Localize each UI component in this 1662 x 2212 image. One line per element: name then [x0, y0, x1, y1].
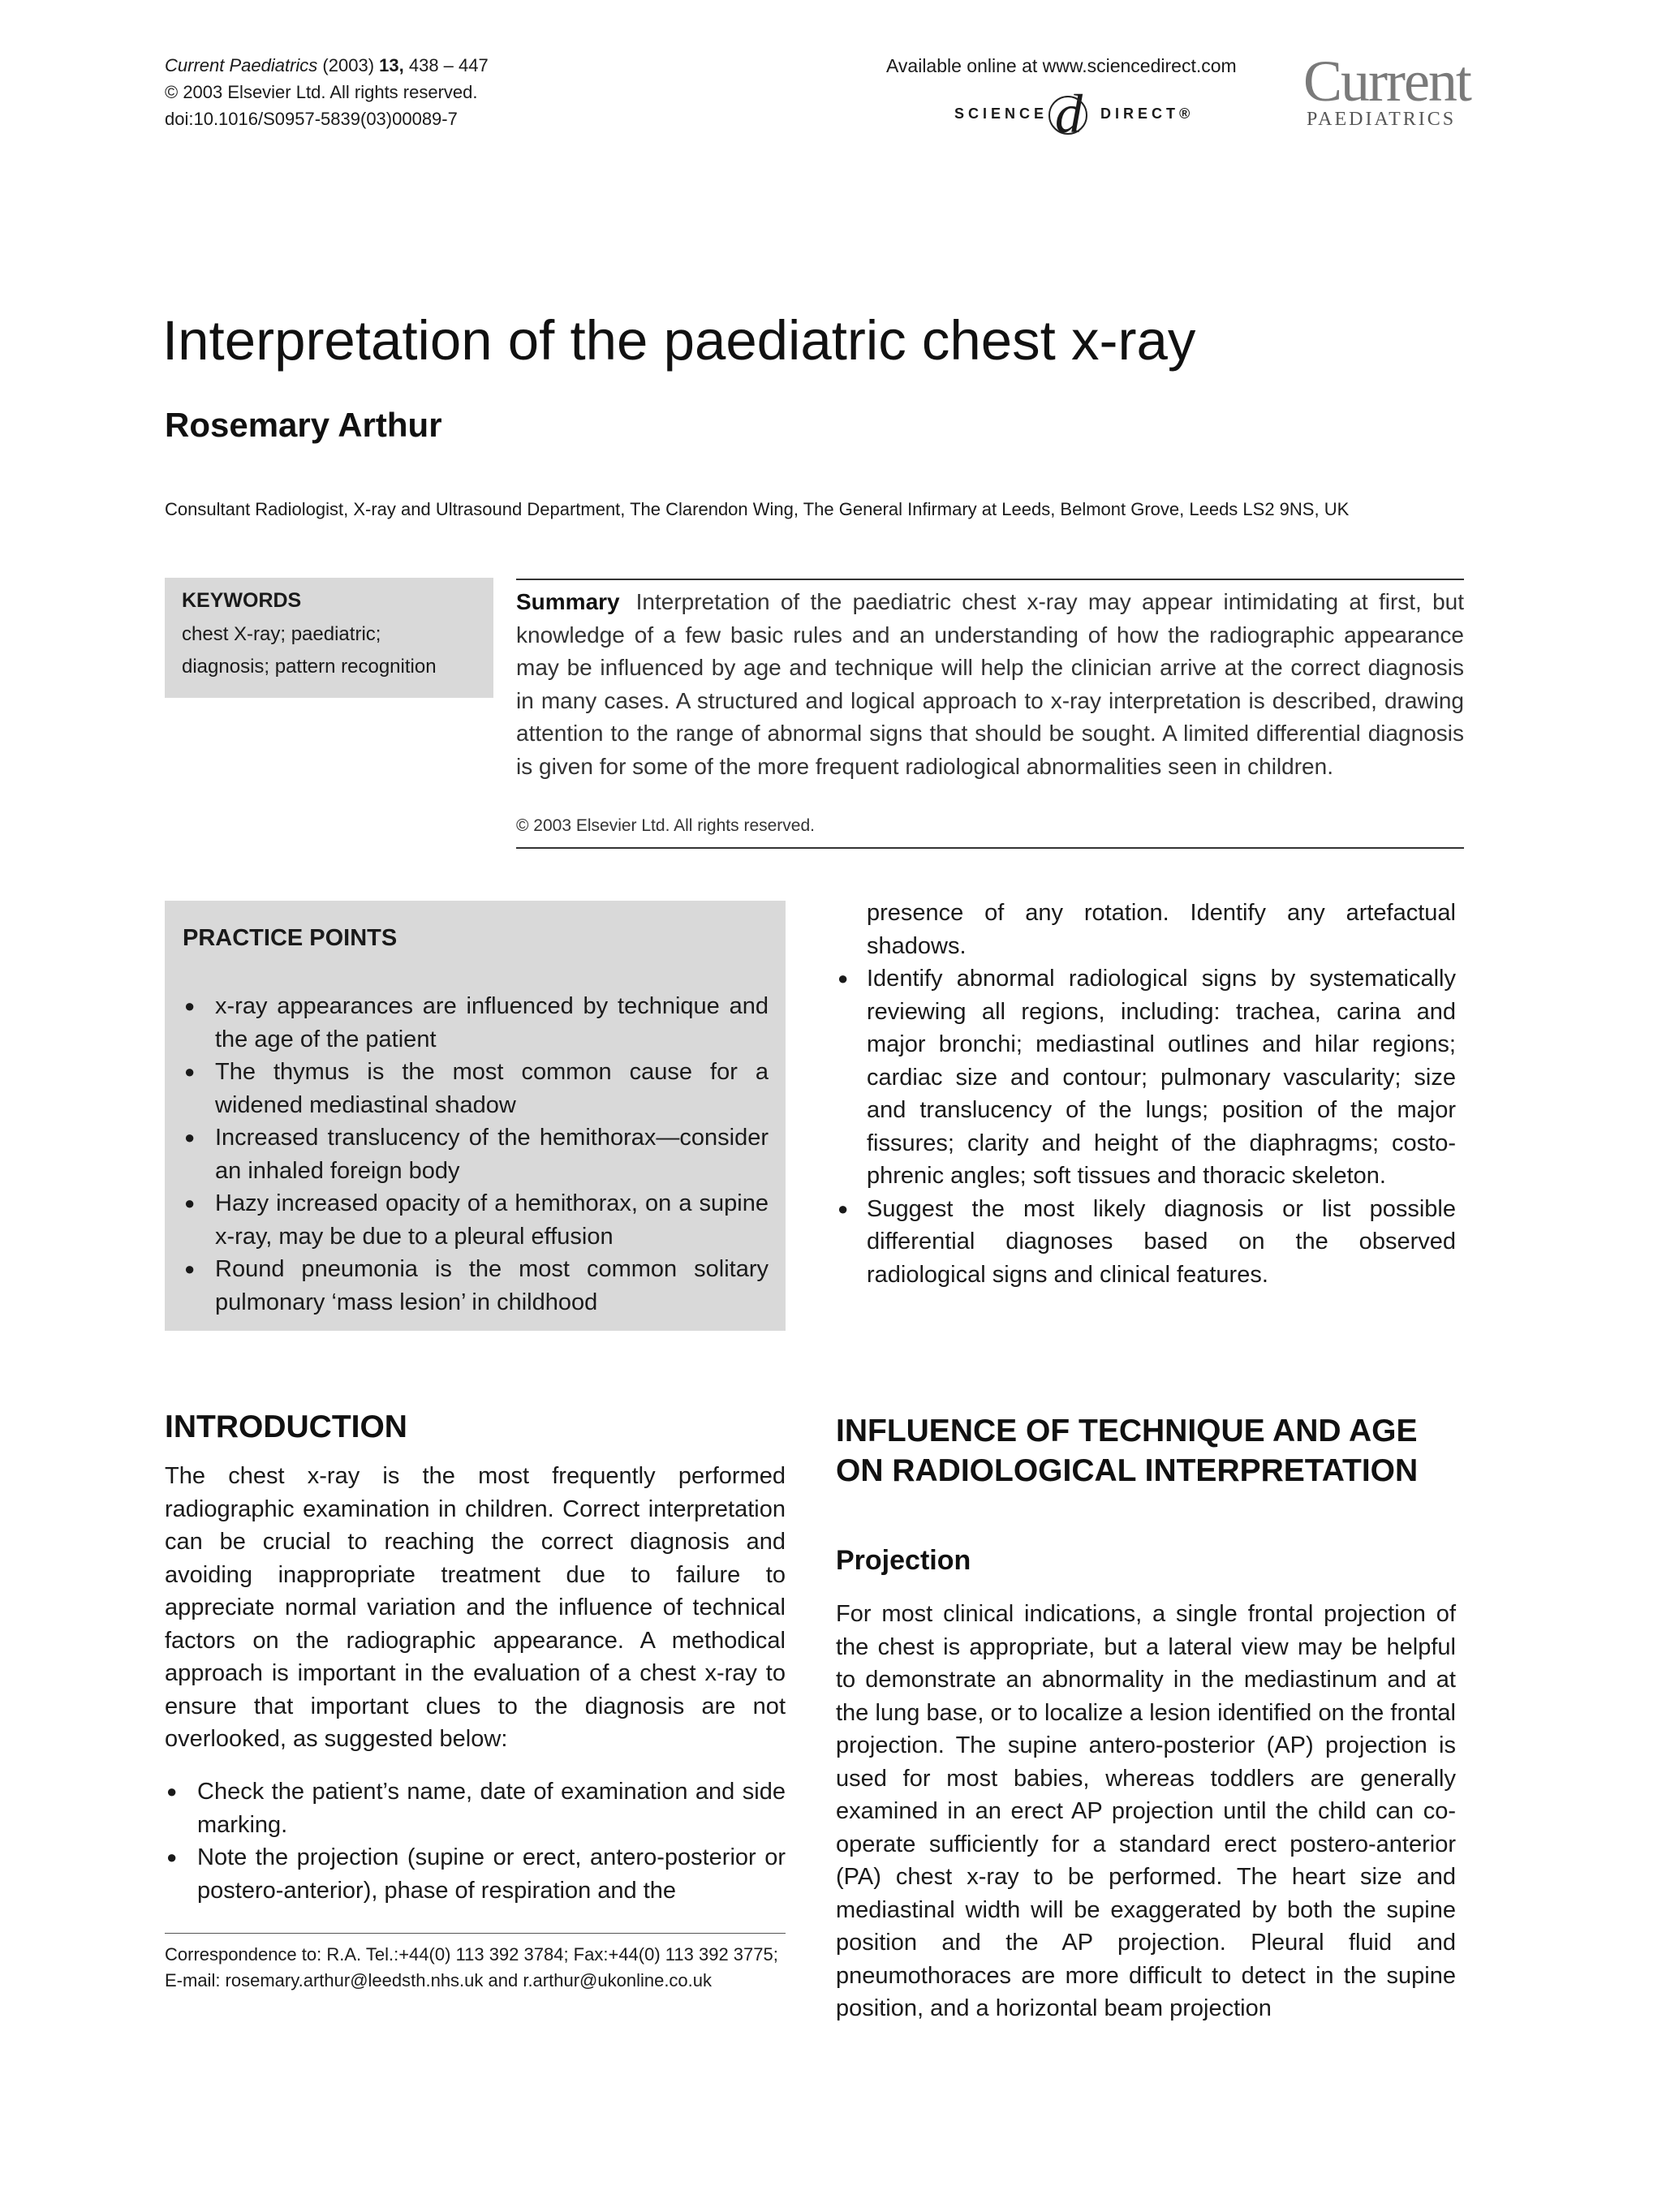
- correspondence-note: Correspondence to: R.A. Tel.:+44(0) 113 392 3784; Fax:+44(0) 113 392 3775; E-mail: rosemary.arthur@leedsth.nhs.uk and r.arthur@ukonline.co.uk: [165, 1944, 778, 1990]
- sd-left-text: SCIENCE: [954, 105, 1048, 122]
- keywords-box: [165, 578, 493, 698]
- journal-volume: 13,: [379, 55, 404, 75]
- author-name: Rosemary Arthur: [165, 406, 442, 444]
- summary-text: Interpretation of the paediatric chest x-ray may appear intimidating at first, but knowledge of a few basic rules and an understanding of how the radiographic appearance may be influenced by age and technique will help the clinician arrive at the correct diagnosis in many cases. A structured and logical approach to x-ray interpretation is described, drawing attention to the range of abnormal signs that should be sought. A limited differential diagnosis is given for some of the more frequent radiological abnormalities seen in children.: [516, 589, 1464, 779]
- list-item: ● Check the patient’s name, date of examination and side marking.: [165, 1775, 786, 1841]
- keywords-line: chest X-ray; paediatric;: [182, 623, 381, 645]
- projection-paragraph: For most clinical indications, a single frontal projection of the chest is appropriate, but a lateral view may be helpful to demonstrate an abnormality in the mediastinum and at the lung base, or to localize a lesion identified on the frontal projection. The supine antero-posterior (AP) projection is used for most babies, whereas toddlers are generally examined in an erect AP projection until the child can co-operate sufficiently for a standard erect postero-anterior (PA) chest x-ray to be performed. The heart size and mediastinal width will be exaggerated by both the supine position and the AP projection. Pleural fluid and pneumothoraces are more difficult to detect in the supine position, and a horizontal beam projection: [836, 1601, 1456, 2021]
- header-copyright: © 2003 Elsevier Ltd. All rights reserved.: [165, 82, 478, 102]
- projection-subheading: Projection: [836, 1545, 971, 1576]
- journal-year: (2003): [317, 55, 380, 75]
- keywords-line: diagnosis; pattern recognition: [182, 656, 437, 678]
- doi: doi:10.1016/S0957-5839(03)00089-7: [165, 109, 458, 129]
- summary-top-rule: [516, 579, 1464, 580]
- influence-heading: INFLUENCE OF TECHNIQUE AND AGE ON RADIOLOGICAL INTERPRETATION: [836, 1414, 1419, 1488]
- keywords-heading: KEYWORDS: [182, 589, 302, 612]
- list-item: ● The thymus is the most common cause for a widened mediastinal shadow: [183, 1056, 769, 1121]
- sd-right-text: DIRECT®: [1100, 105, 1195, 122]
- list-item: ● x-ray appearances are influenced by technique and the age of the patient: [183, 990, 769, 1056]
- summary-label: Summary: [516, 589, 620, 614]
- journal-name: Current Paediatrics: [165, 55, 318, 75]
- footnote-rule: [165, 1933, 786, 1934]
- author-affiliation: Consultant Radiologist, X-ray and Ultrasound Department, The Clarendon Wing, The General Infirmary at Leeds, Belmont Grove, Leeds LS2 9NS, UK: [165, 499, 1350, 519]
- available-online[interactable]: Available online at www.sciencedirect.com: [886, 55, 1237, 76]
- practice-points-list: [183, 990, 769, 1319]
- journal-logo-current: Current: [1303, 49, 1470, 114]
- list-item: ● Identify abnormal radiological signs by systematically reviewing all regions, including: trachea, carina and major bronchi; mediastinal outlines and hilar regions; cardiac size and contour; pulmonary vascularity; size and translucency of the lungs; position of the major fissures; clarity and height of the diaphragms; costo-phrenic angles; soft tissues and thoracic skeleton.: [836, 962, 1456, 1193]
- summary-bottom-rule: [516, 847, 1464, 849]
- journal-pages: 438 – 447: [403, 55, 489, 75]
- journal-citation: [165, 54, 489, 78]
- list-item: ● Suggest the most likely diagnosis or list possible differential diagnoses based on the observed radiological signs and clinical features.: [836, 1193, 1456, 1292]
- sd-at-icon: d: [1055, 83, 1083, 144]
- list-item: ● Note the projection (supine or erect, antero-posterior or postero-anterior), phase of respiration and the: [165, 1841, 786, 1907]
- article-title: Interpretation of the paediatric chest x-ray: [162, 309, 1196, 372]
- summary-block: [516, 586, 1464, 783]
- list-item: ● Round pneumonia is the most common solitary pulmonary ‘mass lesion’ in childhood: [183, 1253, 769, 1319]
- introduction-heading: INTRODUCTION: [165, 1409, 407, 1444]
- list-item: ● Increased translucency of the hemithorax—consider an inhaled foreign body: [183, 1121, 769, 1187]
- summary-copyright: © 2003 Elsevier Ltd. All rights reserved.: [516, 816, 815, 835]
- sd-circle-icon: [1048, 96, 1087, 135]
- practice-points-heading: PRACTICE POINTS: [183, 925, 398, 951]
- continuation-text: [836, 897, 1456, 1291]
- list-item: ● Hazy increased opacity of a hemithorax, on a supine x-ray, may be due to a pleural effusion: [183, 1187, 769, 1253]
- journal-logo-paediatrics: PAEDIATRICS: [1307, 109, 1457, 130]
- continuation-line: presence of any rotation. Identify any artefactual shadows.: [867, 900, 1456, 959]
- right-list: [836, 962, 1456, 1291]
- introduction-list: [165, 1775, 786, 1907]
- sciencedirect-logo: [954, 83, 1214, 144]
- introduction-paragraph: The chest x-ray is the most frequently performed radiographic examination in children. Correct interpretation can be crucial to reaching the correct diagnosis and avoiding inappropriate treatment due to failure to appreciate normal variation and the influence of technical factors on the radiographic appearance. A methodical approach is important in the evaluation of a chest x-ray to ensure that important clues to the diagnosis are not overlooked, as suggested below:: [165, 1463, 786, 1752]
- practice-points-box: [165, 901, 786, 1331]
